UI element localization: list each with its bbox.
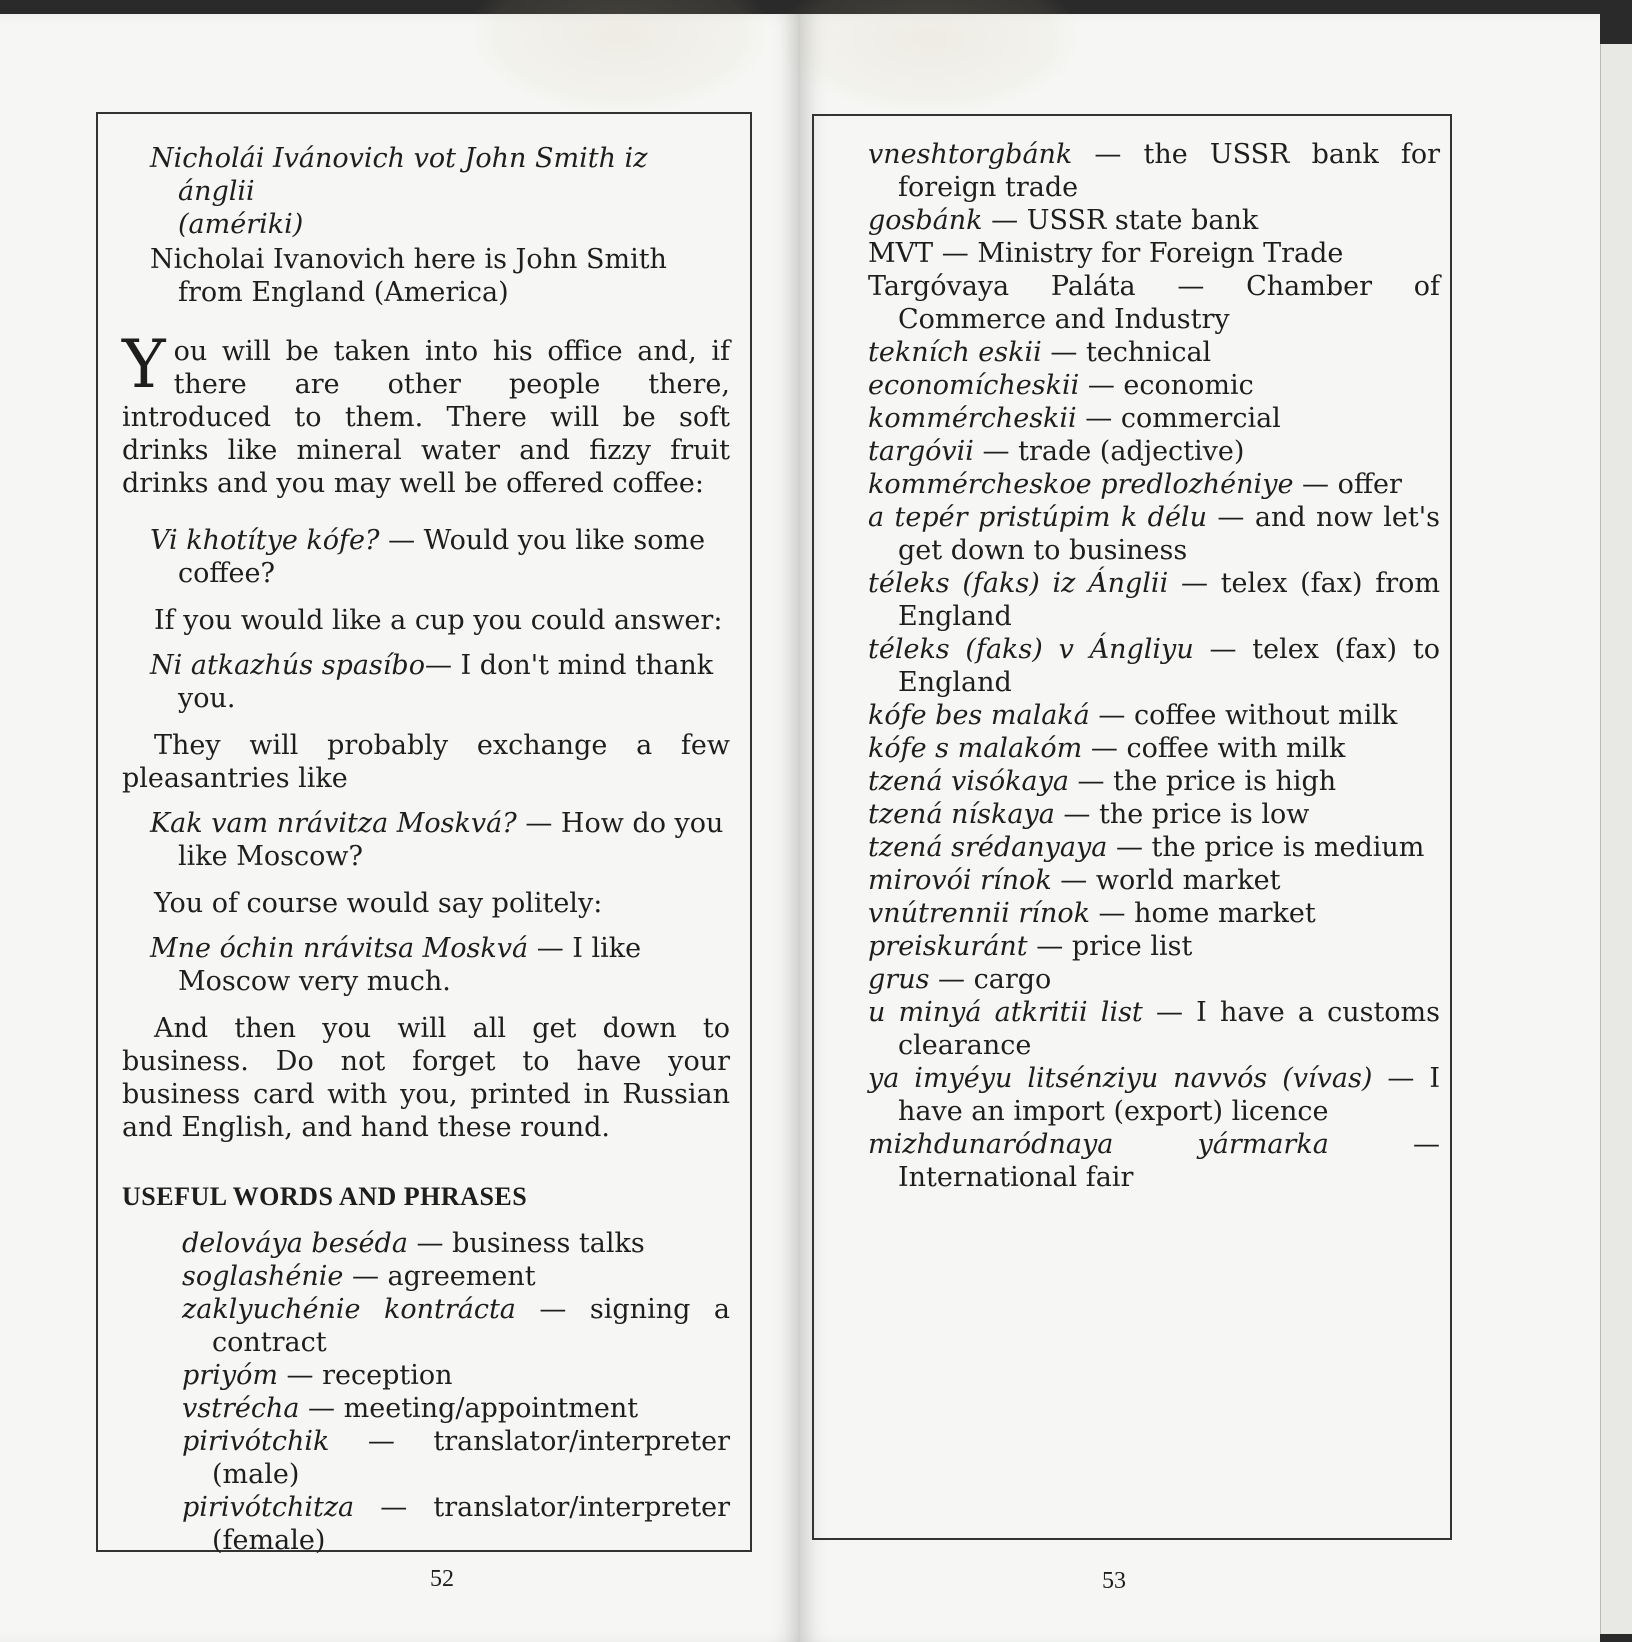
glossary-term: mizhdunaródnaya yármarka	[868, 1129, 1329, 1160]
glossary-term: vstrécha	[182, 1393, 300, 1424]
glossary-entry	[182, 1425, 730, 1491]
glossary-meaning: — offer	[1302, 469, 1402, 500]
book-spread	[0, 14, 1632, 1642]
glossary-term: téleks (faks) v Ángliyu	[868, 634, 1194, 665]
glossary-entry	[868, 996, 1440, 1062]
glossary-entry	[868, 336, 1440, 369]
glossary-meaning: — the USSR bank for foreign trade	[898, 139, 1440, 203]
glossary-term: economícheskii	[868, 370, 1080, 401]
glossary-meaning: — Ministry for Foreign Trade	[941, 238, 1344, 269]
example-thanks-russian: Ni atkazhús spasíbo	[150, 650, 425, 681]
glossary-term: grus	[868, 964, 930, 995]
glossary-entry	[182, 1392, 730, 1425]
glossary-meaning: — the price is medium	[1115, 832, 1425, 863]
glossary-term: tzená srédanyaya	[868, 832, 1108, 863]
left-page	[0, 14, 800, 1642]
glossary-entry	[868, 468, 1440, 501]
glossary-term: u minyá atkritii list	[868, 997, 1143, 1028]
example-coffee-english: — Would you like some coffee?	[178, 525, 706, 589]
glossary-entry	[868, 369, 1440, 402]
example-like-moscow	[122, 932, 730, 998]
glossary-term: preiskuránt	[868, 931, 1028, 962]
glossary-meaning: — translator/interpreter (male)	[212, 1426, 730, 1490]
glossary-entry	[868, 1062, 1440, 1128]
glossary-entry	[182, 1293, 730, 1359]
example-english: Nicholai Ivanovich here is John Smith from England (America)	[150, 244, 667, 308]
section-heading: USEFUL WORDS AND PHRASES	[122, 1182, 528, 1211]
right-page	[800, 14, 1600, 1642]
glossary-entry	[868, 963, 1440, 996]
glossary-term: kommércheskii	[868, 403, 1077, 434]
paragraph-answer: If you would like a cup you could answer:	[154, 605, 723, 636]
glossary-meaning: — home market	[1098, 898, 1316, 929]
example-moscow-english: — How do you like Moscow?	[178, 808, 724, 872]
glossary-meaning: — agreement	[351, 1261, 536, 1292]
example-russian-line2: (amériki)	[178, 209, 304, 240]
glossary-term: kófe bes malaká	[868, 700, 1090, 731]
glossary-term: pirivótchik	[182, 1426, 330, 1457]
glossary-term: delováya beséda	[182, 1228, 408, 1259]
glossary-meaning: — commercial	[1085, 403, 1281, 434]
glossary-term: vneshtorgbánk	[868, 139, 1073, 170]
glossary-meaning: — world market	[1060, 865, 1281, 896]
glossary-meaning: — telex (fax) to England	[898, 634, 1440, 698]
glossary-meaning: — I have a customs clearance	[898, 997, 1441, 1061]
glossary-meaning: — meeting/appointment	[308, 1393, 639, 1424]
glossary-term: targóvii	[868, 436, 974, 467]
glossary-entry	[182, 1227, 730, 1260]
glossary-entry	[868, 798, 1440, 831]
drop-cap: Y	[122, 326, 166, 403]
glossary-entry	[868, 864, 1440, 897]
glossary-term: soglashénie	[182, 1261, 344, 1292]
glossary-term: zaklyuchénie kontrácta	[182, 1294, 516, 1325]
glossary-entry	[868, 138, 1440, 204]
glossary-term: vnútrennii rínok	[868, 898, 1090, 929]
glossary-right	[868, 138, 1440, 1194]
glossary-term: mirovói rínok	[868, 865, 1052, 896]
paragraph-politely: You of course would say politely:	[154, 888, 603, 919]
glossary-meaning: — price list	[1036, 931, 1193, 962]
glossary-meaning: — and now let's get down to business	[898, 502, 1440, 566]
glossary-term: Targóvaya Paláta	[868, 271, 1136, 302]
example-russian	[122, 142, 730, 241]
example-russian-line1: Nicholái Ivánovich vot John Smith iz ánglii	[150, 143, 648, 207]
glossary-meaning: — telex (fax) from England	[898, 568, 1440, 632]
glossary-meaning: — business talks	[416, 1228, 645, 1259]
example-coffee	[122, 524, 730, 590]
glossary-term: a tepér pristúpim k délu	[868, 502, 1207, 533]
glossary-entry	[182, 1359, 730, 1392]
glossary-term: ya imyéyu litsénziyu navvós (vívas)	[868, 1063, 1373, 1094]
left-page-content	[122, 142, 730, 1557]
glossary-term: MVT	[868, 238, 934, 269]
glossary-meaning: — coffee without milk	[1098, 700, 1398, 731]
glossary-meaning: — technical	[1050, 337, 1212, 368]
paragraph-business: And then you will all get down to business. Do not forget to have your business card with you, printed in Russian and English, and hand these round.	[122, 1013, 730, 1143]
glossary-entry	[868, 435, 1440, 468]
glossary-entry	[868, 237, 1440, 270]
glossary-meaning: — the price is low	[1063, 799, 1310, 830]
glossary-meaning: — coffee with milk	[1090, 733, 1346, 764]
glossary-term: gosbánk	[868, 205, 983, 236]
text-frame-left	[96, 112, 752, 1556]
glossary-left	[122, 1227, 730, 1557]
glossary-entry	[868, 204, 1440, 237]
paragraph-pleasantries: They will probably exchange a few pleasantries like	[122, 730, 730, 794]
glossary-meaning: — reception	[286, 1360, 453, 1391]
glossary-entry	[868, 930, 1440, 963]
glossary-meaning: — trade (adjective)	[982, 436, 1245, 467]
example-thanks-english: — I don't mind thank you.	[178, 650, 714, 714]
glossary-entry	[182, 1260, 730, 1293]
glossary-term: priyóm	[182, 1360, 278, 1391]
example-thanks	[122, 649, 730, 715]
coffee-stain	[470, 0, 770, 114]
page-edges	[1600, 44, 1632, 1634]
coffee-stain	[780, 0, 1080, 114]
glossary-term: tzená visókaya	[868, 766, 1069, 797]
glossary-entry	[868, 567, 1440, 633]
text-frame-right	[812, 114, 1452, 1540]
example-like-moscow-english: — I like Moscow very much.	[178, 933, 642, 997]
glossary-term: kommércheskoe predlozhéniye	[868, 469, 1294, 500]
glossary-meaning: — cargo	[938, 964, 1052, 995]
example-coffee-russian: Vi khotítye kófe?	[150, 525, 380, 556]
glossary-entry	[868, 633, 1440, 699]
glossary-meaning: — economic	[1087, 370, 1254, 401]
glossary-meaning: — International fair	[898, 1129, 1440, 1193]
glossary-entry	[182, 1491, 730, 1557]
glossary-term: kófe s malakóm	[868, 733, 1083, 764]
glossary-term: tekních eskii	[868, 337, 1042, 368]
glossary-entry	[868, 831, 1440, 864]
glossary-entry	[868, 1128, 1440, 1194]
page-number-left: 52	[430, 1566, 454, 1592]
example-moscow-russian: Kak vam nrávitza Moskvá?	[150, 808, 517, 839]
glossary-entry	[868, 897, 1440, 930]
glossary-entry	[868, 402, 1440, 435]
glossary-entry	[868, 501, 1440, 567]
paragraph-intro-text: ou will be taken into his office and, if there are other people there, introduced to them. There will be soft drinks like mineral water and fizzy fruit drinks and you may well be offered coffee:	[122, 336, 730, 499]
paragraph-intro	[122, 326, 730, 500]
glossary-meaning: — translator/interpreter (female)	[212, 1492, 730, 1556]
glossary-term: tzená nískaya	[868, 799, 1055, 830]
example-like-moscow-russian: Mne óchin nrávitsa Moskvá	[150, 933, 529, 964]
glossary-meaning: — I have an import (export) licence	[898, 1063, 1440, 1127]
glossary-entry	[868, 699, 1440, 732]
glossary-meaning: — the price is high	[1077, 766, 1337, 797]
glossary-meaning: — signing a contract	[212, 1294, 730, 1358]
glossary-entry	[868, 765, 1440, 798]
glossary-meaning: — Chamber of Commerce and Industry	[898, 271, 1440, 335]
glossary-meaning: — USSR state bank	[991, 205, 1259, 236]
page-number-right: 53	[1102, 1568, 1126, 1594]
glossary-entry	[868, 732, 1440, 765]
example-moscow	[122, 807, 730, 873]
glossary-term: pirivótchitza	[182, 1492, 355, 1523]
glossary-entry	[868, 270, 1440, 336]
glossary-term: téleks (faks) iz Ánglii	[868, 568, 1169, 599]
